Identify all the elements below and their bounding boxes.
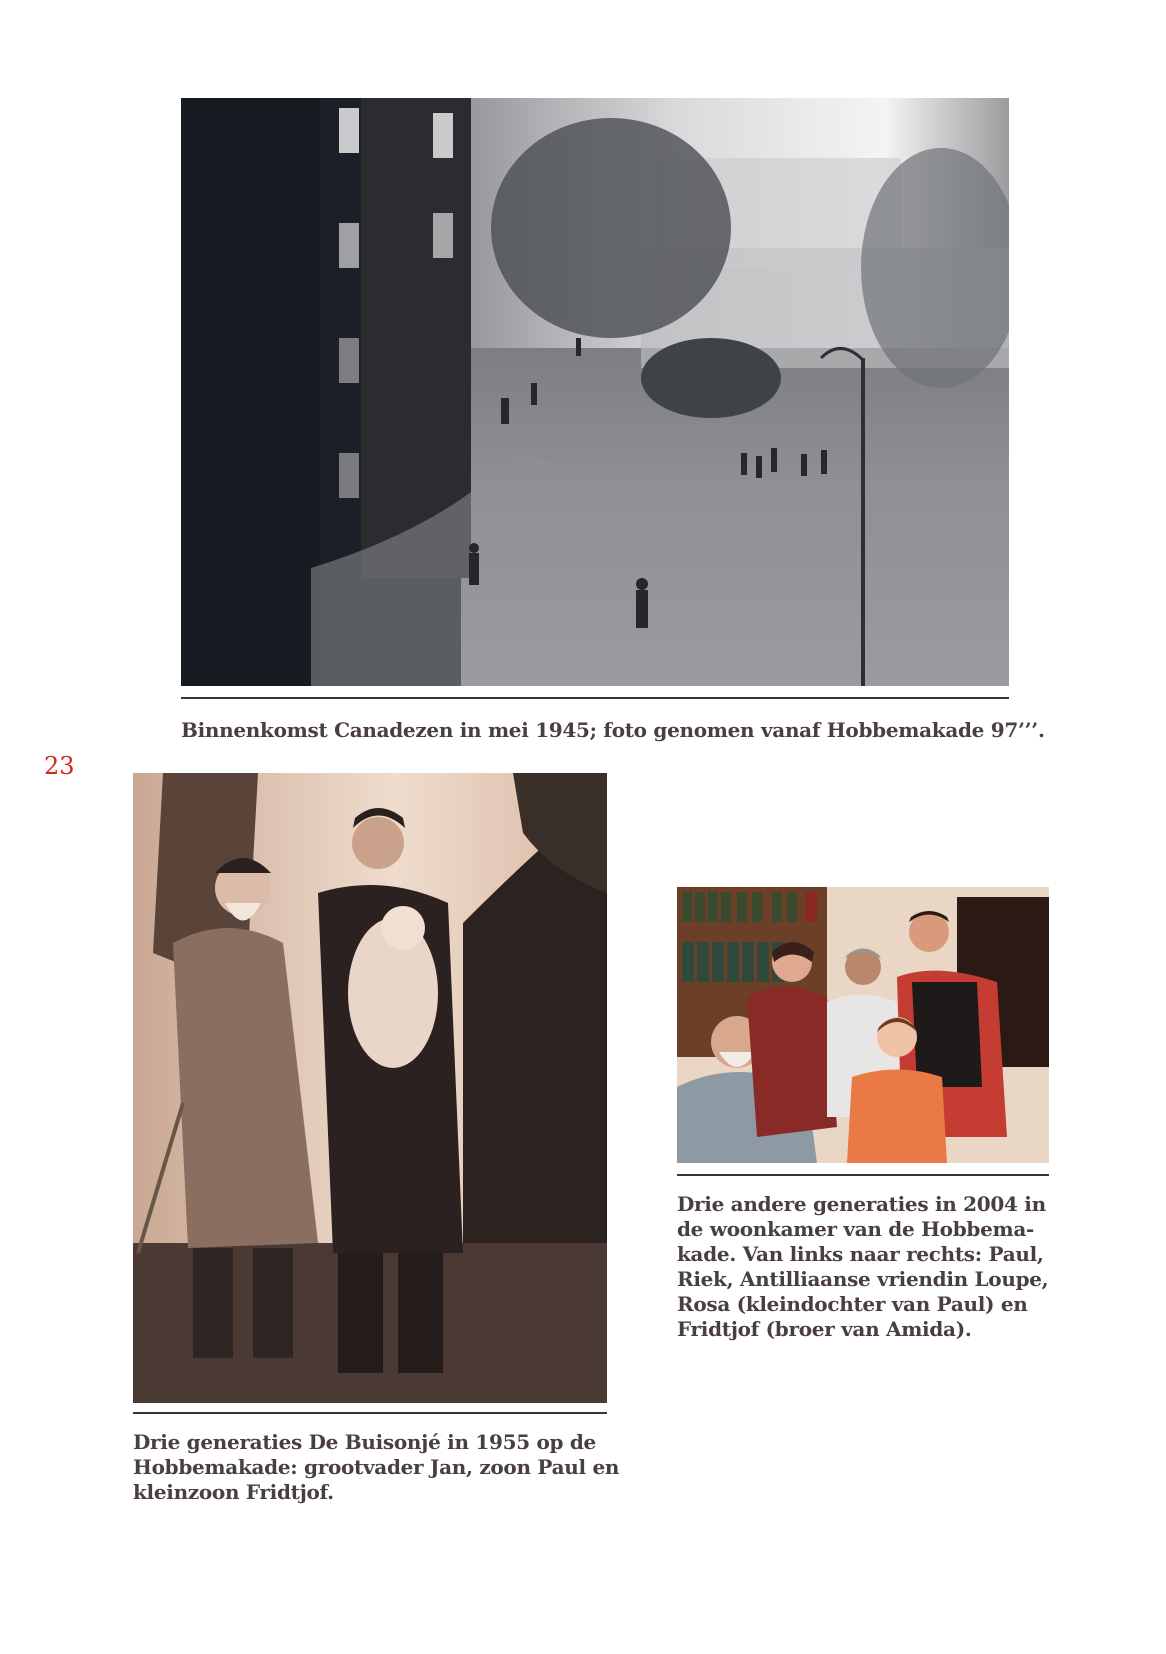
caption-line: kleinzoon Fridtjof. (133, 1480, 334, 1504)
three-generations-1955-caption (133, 1430, 619, 1505)
three-generations-1955-rule (133, 1412, 607, 1414)
liberation-caption (181, 718, 1045, 743)
three-generations-2004-caption (677, 1192, 1048, 1342)
caption-line: Fridtjof (broer van Amida). (677, 1317, 972, 1341)
caption-line: Rosa (kleindochter van Paul) en (677, 1292, 1028, 1316)
caption-line: Drie andere generaties in 2004 in (677, 1192, 1046, 1216)
caption-line: Drie generaties De Buisonjé in 1955 op de (133, 1430, 596, 1454)
liberation-photo (181, 98, 1009, 686)
caption-line: Riek, Antilliaanse vriendin Loupe, (677, 1267, 1049, 1291)
caption-line: Binnenkomst Canadezen in mei 1945; foto genomen vanaf Hobbemakade 97’’’. (181, 718, 1045, 742)
three-generations-1955-photo (133, 773, 607, 1403)
page-number: 23 (44, 752, 75, 780)
caption-line: de woonkamer van de Hobbema- (677, 1217, 1035, 1241)
liberation-caption-rule (181, 697, 1009, 699)
three-generations-2004-photo (677, 887, 1049, 1163)
caption-line: Hobbemakade: grootvader Jan, zoon Paul en (133, 1455, 620, 1479)
three-generations-2004-rule (677, 1174, 1049, 1176)
caption-line: kade. Van links naar rechts: Paul, (677, 1242, 1044, 1266)
